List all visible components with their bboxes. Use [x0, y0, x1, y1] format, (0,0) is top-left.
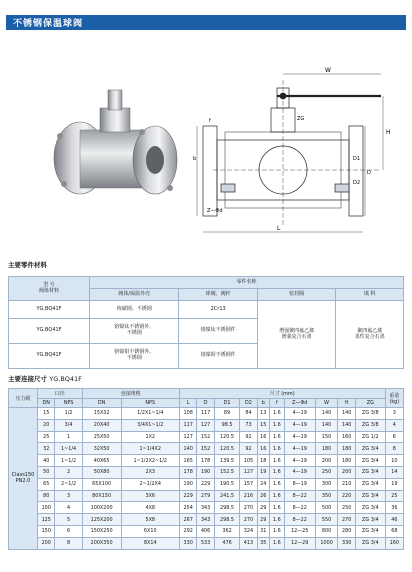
table-cell: 279 — [197, 490, 214, 502]
table-cell: 24 — [257, 478, 269, 490]
table-cell: 15 — [257, 419, 269, 431]
table-cell: 46 — [385, 514, 403, 526]
subheader-cell: D1 — [214, 398, 239, 408]
subheader-cell: NPS — [121, 398, 179, 408]
table-cell: 15 — [38, 408, 55, 420]
table-cell: 12—25 — [284, 525, 315, 537]
col-model-header: 型 号 阀体材料 — [9, 277, 90, 301]
table-cell: 157 — [240, 478, 257, 490]
table-cell: 15X32 — [82, 408, 121, 420]
table-cell: 105 — [240, 455, 257, 467]
parts-section-title: 主要零件材料 — [8, 261, 47, 269]
table-cell: 13 — [257, 408, 269, 420]
table-cell: 180 — [338, 443, 355, 455]
table-cell: 254 — [179, 502, 196, 514]
table-cell: 150 — [315, 431, 338, 443]
table-cell: 120.5 — [214, 443, 239, 455]
subheader-cell: f — [269, 398, 284, 408]
ball-cell: 铬镍钛不锈钢件 — [179, 319, 258, 344]
table-cell: 4 — [385, 419, 403, 431]
table-cell: 140 — [338, 419, 355, 431]
table-row — [9, 502, 404, 514]
body-cell: 铸碳钢、不锈钢 — [90, 301, 179, 319]
table-cell: ZG 3/4 — [355, 478, 385, 490]
table-cell: 4—19 — [284, 431, 315, 443]
table-cell: 16 — [257, 443, 269, 455]
table-row — [9, 525, 404, 537]
body-cell: 铬镍钛不锈钢外、 不锈钢 — [90, 319, 179, 344]
table-cell: ZG 3/4 — [355, 443, 385, 455]
seal-cell: 增强聚四氟乙烯 增强复合石墨 — [257, 301, 336, 369]
table-cell: 65X100 — [82, 478, 121, 490]
table-cell: 280 — [338, 525, 355, 537]
table-cell: 3/4 — [55, 419, 82, 431]
table-row — [9, 514, 404, 526]
table-cell: 25X50 — [82, 431, 121, 443]
subheader-cell: H — [338, 398, 355, 408]
table-cell: 31 — [257, 525, 269, 537]
page-title: 不锈钢保温球阀 — [13, 19, 84, 29]
table-cell: 2~1/2 — [55, 478, 82, 490]
table-cell: 40 — [38, 455, 55, 467]
table-cell: 267 — [179, 514, 196, 526]
table-cell: 1.6 — [269, 443, 284, 455]
col-packing-header: 填 料 — [336, 289, 404, 301]
table-cell: 19 — [385, 478, 403, 490]
dim-label-d1: D1 — [353, 156, 361, 162]
table-cell: 12—29 — [284, 537, 315, 549]
table-row — [9, 431, 404, 443]
col-seal-header: 密封圈 — [257, 289, 336, 301]
table-cell: 2~1/2X4 — [121, 478, 179, 490]
table-cell: 3 — [385, 408, 403, 420]
table-cell: 3 — [55, 490, 82, 502]
table-cell: 92 — [240, 443, 257, 455]
table-row — [9, 443, 404, 455]
table-row — [9, 466, 404, 478]
table-cell: 32X50 — [82, 443, 121, 455]
table-cell: 100X200 — [82, 502, 121, 514]
table-cell: 1~1/2X2~1/2 — [121, 455, 179, 467]
table-cell: 140 — [315, 408, 338, 420]
table-cell: 125 — [38, 514, 55, 526]
table-cell: 1.6 — [269, 455, 284, 467]
table-cell: 1/2 — [55, 408, 82, 420]
table-cell: 160 — [385, 537, 403, 549]
pressure-class-cell: Class150 PN2.0 — [9, 408, 38, 550]
subheader-cell: DN — [82, 398, 121, 408]
table-cell: 140 — [179, 443, 196, 455]
valve-technical-drawing — [185, 60, 405, 240]
table-cell: 200 — [315, 455, 338, 467]
table-cell: 100 — [38, 502, 55, 514]
table-cell: 73 — [240, 419, 257, 431]
table-cell: 3/4X1~1/2 — [121, 419, 179, 431]
table-cell: 152.5 — [214, 466, 239, 478]
table-cell: 6X10 — [121, 525, 179, 537]
subheader-cell: DN — [38, 398, 55, 408]
subheader-cell: Z—Φd — [284, 398, 315, 408]
table-cell: 190 — [197, 466, 214, 478]
subheader-cell: W — [315, 398, 338, 408]
table-cell: 80X150 — [82, 490, 121, 502]
table-cell: 4 — [55, 502, 82, 514]
table-cell: 1.6 — [269, 431, 284, 443]
table-cell: 40X65 — [82, 455, 121, 467]
table-cell: 8—19 — [284, 478, 315, 490]
dim-label-b: b — [193, 156, 197, 162]
dim-label-w: W — [325, 67, 331, 74]
table-cell: 29 — [257, 514, 269, 526]
pressure-header: 压力级 — [9, 389, 38, 408]
table-cell: 300 — [315, 478, 338, 490]
table-cell: 216 — [240, 490, 257, 502]
subheader-cell: ZG — [355, 398, 385, 408]
table-cell: 160 — [338, 431, 355, 443]
model-cell: YG,BQ41F — [9, 301, 90, 319]
table-cell: 200 — [38, 537, 55, 549]
table-cell: 1.6 — [269, 466, 284, 478]
table-row — [9, 419, 404, 431]
col-ball-header: 球阀、阀杆 — [179, 289, 258, 301]
table-cell: 8X14 — [121, 537, 179, 549]
table-cell: 180 — [338, 455, 355, 467]
table-cell: 18 — [257, 455, 269, 467]
size-header: 口径 — [38, 389, 83, 399]
table-cell: 4—19 — [284, 466, 315, 478]
table-cell: 120.5 — [214, 431, 239, 443]
table-cell: 298.5 — [214, 502, 239, 514]
table-cell: 25 — [385, 490, 403, 502]
table-cell: 241.5 — [214, 490, 239, 502]
table-cell: 35 — [257, 537, 269, 549]
dim-label-d: D — [367, 170, 371, 176]
table-cell: 270 — [240, 514, 257, 526]
table-cell: 1.6 — [269, 419, 284, 431]
table-cell: ZG 3/4 — [355, 537, 385, 549]
table-cell: 1.6 — [269, 514, 284, 526]
valve-photo — [20, 70, 195, 220]
table-row — [9, 490, 404, 502]
table-row — [9, 478, 404, 490]
dimension-table — [8, 388, 404, 550]
table-cell: 533 — [197, 537, 214, 549]
table-cell: 127 — [197, 419, 214, 431]
table-cell: 229 — [179, 490, 196, 502]
table-cell: 8—22 — [284, 502, 315, 514]
table-cell: 150X250 — [82, 525, 121, 537]
table-cell: 65 — [38, 478, 55, 490]
table-cell: ZG 1/2 — [355, 431, 385, 443]
dim-header: 尺寸 (mm) — [179, 389, 385, 399]
table-cell: 1/2X1~1/4 — [121, 408, 179, 420]
table-cell: 3X6 — [121, 490, 179, 502]
table-cell: 2 — [55, 466, 82, 478]
table-cell: ZG 3/4 — [355, 466, 385, 478]
table-cell: 270 — [338, 514, 355, 526]
table-cell: 270 — [240, 502, 257, 514]
page-title-bar — [6, 15, 406, 30]
table-cell: 4—19 — [284, 408, 315, 420]
table-cell: 16 — [257, 431, 269, 443]
dim-label-zd: Z—Φd — [207, 208, 223, 214]
table-cell: 1.6 — [269, 490, 284, 502]
table-cell: 413 — [240, 537, 257, 549]
table-cell: 350 — [315, 490, 338, 502]
table-cell: 1.6 — [269, 537, 284, 549]
table-row — [9, 455, 404, 467]
table-cell: 1~1/2 — [55, 455, 82, 467]
table-cell: 98.5 — [214, 419, 239, 431]
table-cell: 1X2 — [121, 431, 179, 443]
table-cell: 8—22 — [284, 514, 315, 526]
table-cell: ZG 3/8 — [355, 408, 385, 420]
table-cell: ZG 3/4 — [355, 502, 385, 514]
table-cell: 152 — [197, 431, 214, 443]
table-cell: 4X8 — [121, 502, 179, 514]
table-cell: 140 — [315, 419, 338, 431]
dim-label-zg: ZG — [297, 116, 305, 122]
table-cell: 406 — [197, 525, 214, 537]
table-cell: 117 — [179, 419, 196, 431]
subheader-cell: NPS — [55, 398, 82, 408]
table-cell: 220 — [338, 490, 355, 502]
table-cell: 5 — [55, 514, 82, 526]
parts-material-table — [8, 276, 404, 369]
table-cell: 6 — [385, 431, 403, 443]
table-cell: 550 — [315, 514, 338, 526]
table-cell: 1000 — [315, 537, 338, 549]
table-cell: 4—19 — [284, 455, 315, 467]
table-cell: 140 — [338, 408, 355, 420]
subheader-cell: D2 — [240, 398, 257, 408]
table-cell: 19 — [257, 466, 269, 478]
table-row — [9, 537, 404, 549]
table-cell: 152 — [197, 443, 214, 455]
table-cell: 29 — [257, 502, 269, 514]
table-cell: 1~1/4X2 — [121, 443, 179, 455]
table-cell: 1.6 — [269, 502, 284, 514]
table-cell: 32 — [38, 443, 55, 455]
table-cell: 10 — [385, 455, 403, 467]
table-cell: 127 — [179, 431, 196, 443]
table-cell: 4—19 — [284, 419, 315, 431]
table-cell: 108 — [179, 408, 196, 420]
table-cell: 178 — [179, 466, 196, 478]
dim-label-f: f — [209, 118, 211, 124]
table-cell: 343 — [197, 514, 214, 526]
table-cell: 80 — [38, 490, 55, 502]
table-cell: 1 — [55, 431, 82, 443]
table-cell: 92 — [240, 431, 257, 443]
table-cell: 20X40 — [82, 419, 121, 431]
table-cell: 26 — [257, 490, 269, 502]
table-cell: 229 — [197, 478, 214, 490]
table-cell: 178 — [197, 455, 214, 467]
table-cell: 250 — [338, 502, 355, 514]
table-cell: 1.6 — [269, 478, 284, 490]
dims-section-title: 主要连接尺寸 YG,BQ41F — [8, 375, 82, 383]
table-row — [9, 301, 404, 319]
table-cell: 5X8 — [121, 514, 179, 526]
subheader-cell: D — [197, 398, 214, 408]
table-cell: 190.5 — [214, 478, 239, 490]
col-body-header: 阀体/保温外壳 — [90, 289, 179, 301]
model-cell: YG,BQ41F — [9, 319, 90, 344]
table-cell: ZG 3/4 — [355, 514, 385, 526]
connect-header: 连接规格 — [82, 389, 179, 399]
table-cell: 210 — [338, 478, 355, 490]
ball-cell: 2Cr13 — [179, 301, 258, 319]
table-cell: 84 — [240, 408, 257, 420]
table-cell: 476 — [214, 537, 239, 549]
table-cell: 50X80 — [82, 466, 121, 478]
dim-label-d2: D2 — [353, 180, 361, 186]
table-cell: 324 — [240, 525, 257, 537]
dim-label-h: H — [386, 129, 391, 136]
table-row — [9, 408, 404, 420]
table-cell: 2X3 — [121, 466, 179, 478]
table-cell: 1.6 — [269, 525, 284, 537]
table-cell: ZG 3/4 — [355, 490, 385, 502]
table-cell: ZG 3/4 — [355, 525, 385, 537]
table-cell: 298.5 — [214, 514, 239, 526]
col-parts-header: 零件名称 — [90, 277, 404, 289]
table-cell: 190 — [179, 478, 196, 490]
table-cell: 20 — [38, 419, 55, 431]
table-cell: 68 — [385, 525, 403, 537]
table-cell: 14 — [385, 466, 403, 478]
table-cell: 330 — [338, 537, 355, 549]
table-cell: ZG 3/4 — [355, 455, 385, 467]
table-cell: 117 — [197, 408, 214, 420]
ball-cell: 铬镍钼不锈钢件 — [179, 344, 258, 369]
table-cell: 50 — [38, 466, 55, 478]
table-cell: 127 — [240, 466, 257, 478]
table-cell: 1.6 — [269, 408, 284, 420]
packing-cell: 聚四氟乙烯 柔性复合石墨 — [336, 301, 404, 369]
table-cell: 250 — [315, 466, 338, 478]
table-cell: 800 — [315, 525, 338, 537]
table-cell: 36 — [385, 502, 403, 514]
table-cell: 330 — [179, 537, 196, 549]
dim-label-l: L — [277, 225, 281, 232]
table-cell: 1~1/4 — [55, 443, 82, 455]
table-cell: 292 — [179, 525, 196, 537]
table-cell: 25 — [38, 431, 55, 443]
table-cell: 150 — [38, 525, 55, 537]
table-cell: 4—19 — [284, 443, 315, 455]
table-cell: 200 — [338, 466, 355, 478]
table-cell: 343 — [197, 502, 214, 514]
table-cell: 180 — [315, 443, 338, 455]
subheader-cell: L — [179, 398, 196, 408]
subheader-cell: b — [257, 398, 269, 408]
table-cell: ZG 3/8 — [355, 419, 385, 431]
table-cell: 200X350 — [82, 537, 121, 549]
table-cell: 125X200 — [82, 514, 121, 526]
table-cell: 362 — [214, 525, 239, 537]
table-cell: 89 — [214, 408, 239, 420]
weight-header: 重量 (kg) — [385, 389, 403, 408]
model-cell: YG,BQ41F — [9, 344, 90, 369]
table-cell: 8—22 — [284, 490, 315, 502]
table-cell: 8 — [385, 443, 403, 455]
body-cell: 铬镍钼不锈钢外、 不锈钢 — [90, 344, 179, 369]
table-cell: 8 — [55, 537, 82, 549]
table-cell: 165 — [179, 455, 196, 467]
table-cell: 6 — [55, 525, 82, 537]
table-cell: 139.5 — [214, 455, 239, 467]
table-cell: 500 — [315, 502, 338, 514]
